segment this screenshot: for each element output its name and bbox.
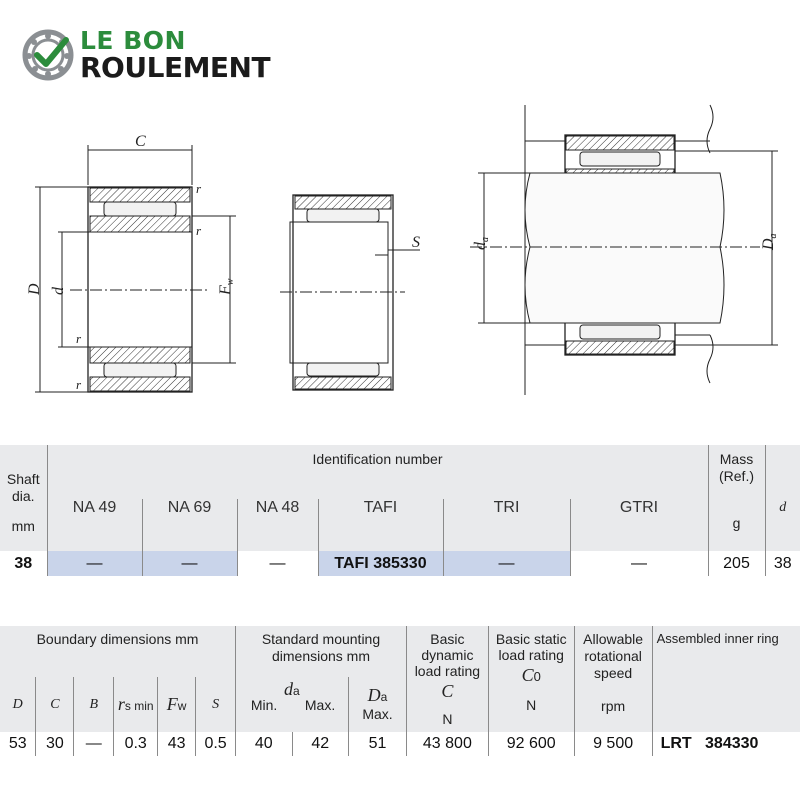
static-load-value: 92 600 (488, 732, 574, 756)
boundary-header: Boundary dimensions mm (0, 626, 236, 677)
da-min-value: 40 (236, 732, 293, 756)
gtri-value: — (570, 551, 708, 576)
col-tafi: TAFI (318, 499, 443, 551)
inner-ring-value: LRT 384330 (660, 735, 759, 752)
sym-B: B (74, 677, 114, 732)
col-tri: TRI (443, 499, 570, 551)
Fw-value: 43 (158, 732, 196, 756)
d-header: d (779, 500, 787, 515)
mass-value: 205 (708, 551, 765, 576)
na48-value: — (237, 551, 318, 576)
inner-ring-header: Assembled inner ring (656, 631, 779, 646)
sym-S: S (196, 677, 236, 732)
identification-header: Identification number (47, 445, 708, 499)
speed-header: Allowable rotational speed rpm (574, 626, 652, 732)
Da-max-value: 51 (349, 732, 407, 756)
label-D: D (26, 283, 43, 295)
dynamic-load-value: 43 800 (406, 732, 488, 756)
dimensions-table (0, 626, 800, 756)
sym-D: D (0, 677, 36, 732)
B-value: — (74, 732, 114, 756)
bearing-technical-drawing (0, 95, 800, 415)
label-C: C (135, 133, 146, 150)
speed-value: 9 500 (574, 732, 652, 756)
static-load-header: Basic static load rating C0 N (488, 626, 574, 732)
logo-line1: LE BON (80, 26, 186, 55)
na69-value: — (142, 551, 237, 576)
da-header: Min. da Max. (236, 677, 349, 732)
mass-header: Mass (Ref.) g (708, 445, 765, 551)
col-na49: NA 49 (47, 499, 142, 551)
label-r: r (196, 181, 202, 196)
shaft-header: Shaft dia. mm (0, 445, 47, 551)
sym-Fw: Fw (158, 677, 196, 732)
tri-value: — (443, 551, 570, 576)
label-r: r (196, 223, 202, 238)
tafi-value: TAFI 385330 (318, 551, 443, 576)
brand-logo (22, 26, 302, 86)
label-S: S (412, 234, 420, 251)
r-value: 0.3 (114, 732, 158, 756)
dynamic-load-header: Basic dynamic load rating C N (406, 626, 488, 732)
label-da: da (472, 237, 491, 250)
D-value: 53 (0, 732, 36, 756)
S-value: 0.5 (196, 732, 236, 756)
da-max-value: 42 (292, 732, 349, 756)
sym-r: rs min (114, 677, 158, 732)
label-d: d (50, 287, 67, 295)
col-na48: NA 48 (237, 499, 318, 551)
col-gtri: GTRI (570, 499, 708, 551)
label-r: r (76, 377, 82, 392)
logo-line2: ROULEMENT (80, 51, 271, 84)
identification-table (0, 445, 800, 576)
Da-header: Da Max. (349, 677, 407, 732)
label-Fw: Fw (217, 278, 236, 295)
na49-value: — (47, 551, 142, 576)
shaft-value: 38 (0, 551, 47, 576)
sym-C: C (36, 677, 74, 732)
bearing-check-icon (22, 28, 76, 82)
label-Da: Da (760, 233, 779, 250)
C-value: 30 (36, 732, 74, 756)
label-r: r (76, 331, 82, 346)
d-value: 38 (773, 554, 792, 572)
col-na69: NA 69 (142, 499, 237, 551)
mounting-header: Standard mounting dimensions mm (236, 626, 407, 677)
